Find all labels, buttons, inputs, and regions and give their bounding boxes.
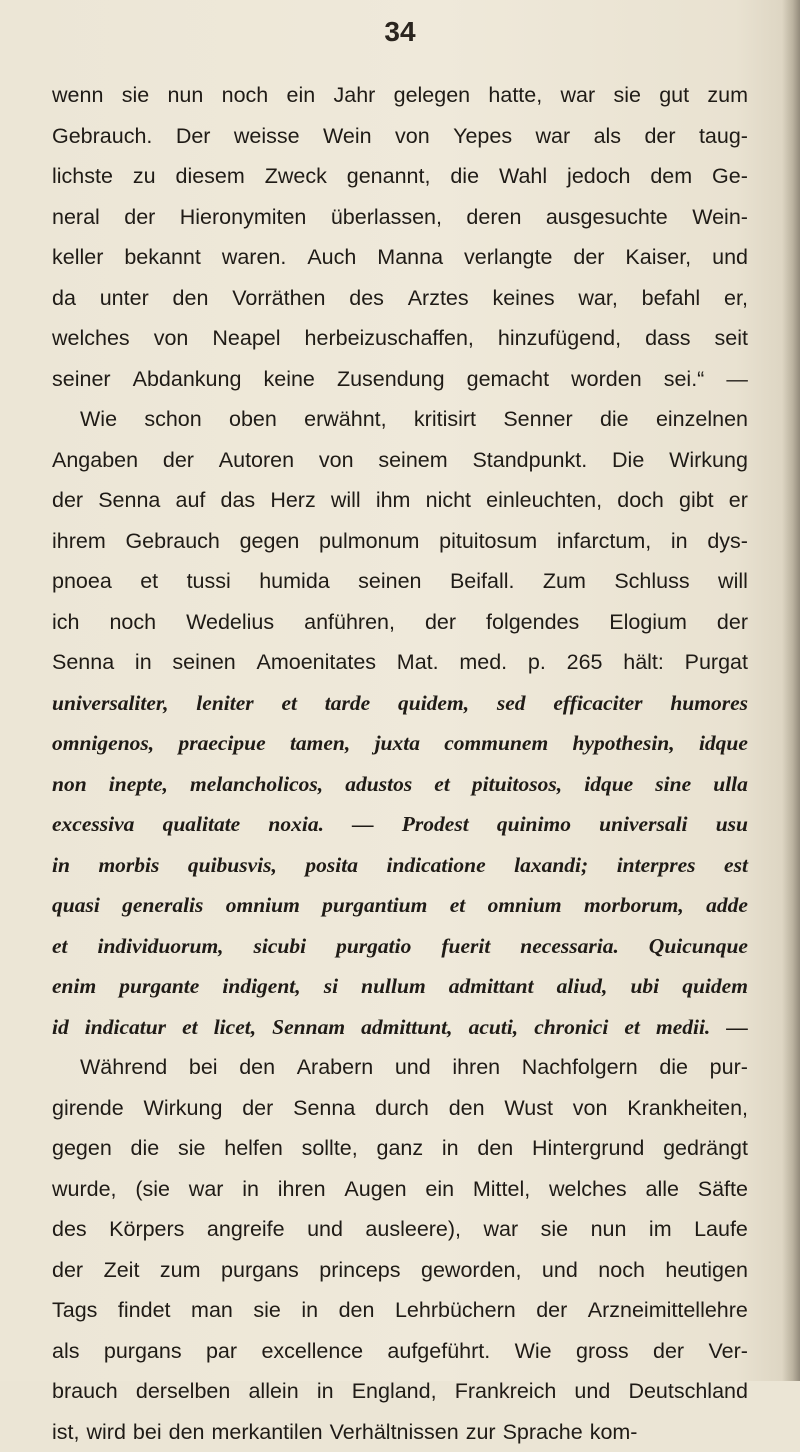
text-line: Tags findet man sie in den Lehrbüchern der Arzneimittellehre xyxy=(52,1290,748,1331)
body-text xyxy=(52,75,748,1452)
text-line: da unter den Vorräthen des Arztes keines war, befahl er, xyxy=(52,278,748,319)
text-line: in morbis quibusvis, posita indicatione laxandi; interpres est xyxy=(52,845,748,886)
text-line: omnigenos, praecipue tamen, juxta communem hypothesin, idque xyxy=(52,723,748,764)
text-line: als purgans par excellence aufgeführt. Wie gross der Ver- xyxy=(52,1331,748,1372)
text-line: ich noch Wedelius anführen, der folgendes Elogium der xyxy=(52,602,748,643)
text-line: pnoea et tussi humida seinen Beifall. Zum Schluss will xyxy=(52,561,748,602)
text-line: wurde, (sie war in ihren Augen ein Mittel, welches alle Säfte xyxy=(52,1169,748,1210)
text-line: Senna in seinen Amoenitates Mat. med. p. 265 hält: Purgat xyxy=(52,642,748,683)
page-number: 34 xyxy=(0,12,800,52)
text-line: welches von Neapel herbeizuschaffen, hinzufügend, dass seit xyxy=(52,318,748,359)
text-line: non inepte, melancholicos, adustos et pituitosos, idque sine ulla xyxy=(52,764,748,805)
text-line: keller bekannt waren. Auch Manna verlangte der Kaiser, und xyxy=(52,237,748,278)
text-line: ist, wird bei den merkantilen Verhältnissen zur Sprache kom- xyxy=(52,1412,748,1452)
text-line: Angaben der Autoren von seinem Standpunkt. Die Wirkung xyxy=(52,440,748,481)
text-line: quasi generalis omnium purgantium et omnium morborum, adde xyxy=(52,885,748,926)
text-line: seiner Abdankung keine Zusendung gemacht worden sei.“ — xyxy=(52,359,748,400)
text-line: des Körpers angreife und ausleere), war sie nun im Laufe xyxy=(52,1209,748,1250)
text-line: Gebrauch. Der weisse Wein von Yepes war als der taug- xyxy=(52,116,748,157)
text-line: Während bei den Arabern und ihren Nachfolgern die pur- xyxy=(52,1047,748,1088)
text-line: brauch derselben allein in England, Frankreich und Deutschland xyxy=(52,1371,748,1412)
text-line: neral der Hieronymiten überlassen, deren ausgesuchte Wein- xyxy=(52,197,748,238)
text-line: gegen die sie helfen sollte, ganz in den Hintergrund gedrängt xyxy=(52,1128,748,1169)
text-line: Wie schon oben erwähnt, kritisirt Senner die einzelnen xyxy=(52,399,748,440)
page-edge-shadow xyxy=(782,0,800,1381)
text-line: universaliter, leniter et tarde quidem, sed efficaciter humores xyxy=(52,683,748,724)
text-line: der Senna auf das Herz will ihm nicht einleuchten, doch gibt er xyxy=(52,480,748,521)
text-line: ihrem Gebrauch gegen pulmonum pituitosum infarctum, in dys- xyxy=(52,521,748,562)
text-line: excessiva qualitate noxia. — Prodest quinimo universali usu xyxy=(52,804,748,845)
text-line: lichste zu diesem Zweck genannt, die Wahl jedoch dem Ge- xyxy=(52,156,748,197)
text-line: id indicatur et licet, Sennam admittunt, acuti, chronici et medii. — xyxy=(52,1007,748,1048)
text-line: girende Wirkung der Senna durch den Wust von Krankheiten, xyxy=(52,1088,748,1129)
text-line: et individuorum, sicubi purgatio fuerit necessaria. Quicunque xyxy=(52,926,748,967)
text-line: der Zeit zum purgans princeps geworden, und noch heutigen xyxy=(52,1250,748,1291)
text-line: enim purgante indigent, si nullum admittant aliud, ubi quidem xyxy=(52,966,748,1007)
text-line: wenn sie nun noch ein Jahr gelegen hatte, war sie gut zum xyxy=(52,75,748,116)
